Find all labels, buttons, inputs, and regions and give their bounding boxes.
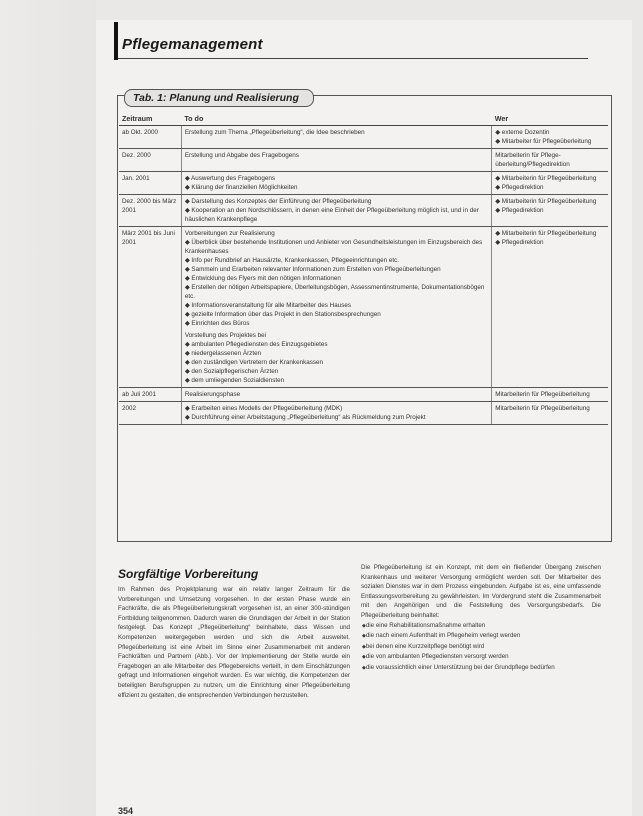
article-right-column xyxy=(361,563,601,674)
todo-line: ◆ Darstellung des Konzeptes der Einführung der Pflegeüberleitung xyxy=(184,198,372,205)
wer-line: ◆ Pflegedirektion xyxy=(495,207,544,214)
cell-wer xyxy=(492,126,608,149)
cell-todo xyxy=(181,172,491,195)
cell-todo xyxy=(181,126,491,149)
header-zeitraum: Zeitraum xyxy=(119,113,181,126)
cell-wer xyxy=(492,172,608,195)
cell-wer xyxy=(492,195,608,227)
todo-line: ◆ ambulanten Pflegediensten des Einzugsgebietes xyxy=(184,341,328,348)
right-column-intro: Die Pflegeüberleitung ist ein Konzept, mit dem ein fließender Übergang zwischen Krankenhaus und weiterer Versorgung ermöglicht werden soll. Der Mitarbeiter des sozialen Dienstes war in dem Prozess eingebunden. Aufgabe ist es, eine umfassende Entlassungsvorbereitung zu gewährleisten. Im Vordergrund steht die Zusammenarbeit mit den Angehörigen und die Feststellung des Versorgungsbedarfs. Die Pflegeüberleitung beinhaltet: xyxy=(361,564,601,619)
table-row xyxy=(119,149,608,172)
todo-line: ◆ gezielte Information über das Projekt in den Stationsbesprechungen xyxy=(184,311,381,318)
table-header-row xyxy=(119,113,608,126)
header-todo: To do xyxy=(181,113,491,126)
bullet-item: ◆ die voraussichtlich einer Unterstützung bei der Grundpflege bedürfen xyxy=(361,663,601,674)
bullet-item: ◆ bei denen eine Kurzzeitpflege benötigt wird xyxy=(361,642,601,653)
bullet-item: ◆ die eine Rehabilitationsmaßnahme erhalten xyxy=(361,621,601,632)
todo-line: ◆ Klärung der finanziellen Möglichkeiten xyxy=(184,184,298,191)
cell-todo xyxy=(181,402,491,425)
todo-line: ◆ Kooperation an den Nordschlössern, in denen eine Einheit der Pflegeüberleitung möglich ist, und in der häuslichen Krankenpflege xyxy=(184,207,479,223)
section-marker xyxy=(114,22,118,60)
wer-line: ◆ Pflegedirektion xyxy=(495,184,544,191)
wer-line: Mitarbeiterin für Pflegeüberleitung/Pflegedirektion xyxy=(495,152,570,168)
cell-zeitraum: Dez. 2000 bis März 2001 xyxy=(119,195,181,227)
todo-line: ◆ den Sozialpflegerischen Ärzten xyxy=(184,368,279,375)
todo-intro: Vorbereitungen zur Realisierung xyxy=(184,230,275,237)
todo-line: ◆ Durchführung einer Arbeitstagung „Pflegeüberleitung“ als Rückmeldung zum Projekt xyxy=(184,414,426,421)
cell-todo xyxy=(181,388,491,402)
todo-line: Erstellung und Abgabe des Fragebogens xyxy=(184,152,299,159)
wer-line: ◆ externe Dozentin xyxy=(495,129,550,136)
todo-line: ◆ Erstellen der nötigen Arbeitspapiere, Überleitungsbögen, Assessmentinstrumente, Dokumentationsbögen etc. xyxy=(184,284,485,300)
cell-wer xyxy=(492,227,608,388)
todo-line: ◆ niedergelassenen Ärzten xyxy=(184,350,262,357)
table-body xyxy=(119,126,608,425)
cell-todo xyxy=(181,149,491,172)
table-row xyxy=(119,126,608,149)
cell-todo xyxy=(181,227,491,388)
todo-line: Realisierungsphase xyxy=(184,391,241,398)
article-heading: Sorgfältige Vorbereitung xyxy=(118,567,259,581)
cell-zeitraum: Dez. 2000 xyxy=(119,149,181,172)
todo-line: Erstellung zum Thema „Pflegeüberleitung“, die Idee beschrieben xyxy=(184,129,365,136)
table-row xyxy=(119,172,608,195)
wer-line: ◆ Mitarbeiterin für Pflegeüberleitung xyxy=(495,198,597,205)
section-title: Pflegemanagement xyxy=(122,36,263,53)
todo-line: ◆ Sammeln und Erarbeiten relevanter Informationen zum Erstellen von Pflegeüberleitungen xyxy=(184,266,441,273)
table-row xyxy=(119,402,608,425)
todo-line: ◆ Info per Rundbrief an Hausärzte, Krankenkassen, Pflegeeinrichtungen etc. xyxy=(184,257,399,264)
page-number: 354 xyxy=(118,806,134,816)
todo-line: ◆ Auswertung des Fragebogens xyxy=(184,175,276,182)
table-row xyxy=(119,195,608,227)
wer-line: ◆ Mitarbeiter für Pflegeüberleitung xyxy=(495,138,592,145)
todo-line: ◆ Erarbeiten eines Modells der Pflegeüberleitung (MDK) xyxy=(184,405,343,412)
todo-line: ◆ den zuständigen Vertretern der Krankenkassen xyxy=(184,359,324,366)
cell-wer xyxy=(492,149,608,172)
bullet-item: ◆ die von ambulanten Pflegediensten versorgt werden xyxy=(361,652,601,663)
header-divider xyxy=(118,58,588,59)
wer-line: ◆ Pflegedirektion xyxy=(495,239,544,246)
cell-zeitraum: Jan. 2001 xyxy=(119,172,181,195)
wer-line: ◆ Mitarbeiterin für Pflegeüberleitung xyxy=(495,175,597,182)
cell-todo xyxy=(181,195,491,227)
table-row xyxy=(119,227,608,388)
article-left-column: Im Rahmen des Projektplanung war ein relativ langer Zeitraum für die Vorbereitungen und Umsetzung vorgesehen. In der ersten Phase wurde ein Fachkräfte, die als Pflegeüberleitungskraft vorgesehen ist, an einer 300-stündigen Fortbildung teilgenommen. Dadurch waren die Grundlagen der Arbeit in der Station festgelegt. Das Konzept „Pflegeüberleitung“ beinhaltete, dass Wissen und Kompetenzen weitergegeben werden und sich die Arbeit ausweitet. Pflegeüberleitung ist eine Arbeit im Sinne einer Zusammenarbeit mit anderen Fachkräften und Partnern (Abb.). Vor der Implementierung der Stelle wurde ein Fragebogen an alle Mitarbeiter des Pflegebereichs verteilt, in dem Einschätzungen gefragt und Informationen eingeholt wurden. Es war wichtig, die Kompetenzen der beteiligten Berufsgruppen zu nutzen, um die Einrichtung einer Pflegeüberleitung effizient zu gestalten, die entsprechenden Verbindungen herzustellen. xyxy=(118,586,350,699)
todo-line: ◆ dem umliegenden Sozialdiensten xyxy=(184,377,285,384)
cell-zeitraum: März 2001 bis Juni 2001 xyxy=(119,227,181,388)
cell-zeitraum: ab Juli 2001 xyxy=(119,388,181,402)
right-column-list xyxy=(361,621,601,674)
wer-line: ◆ Mitarbeiterin für Pflegeüberleitung xyxy=(495,230,597,237)
cell-zeitraum: ab Okt. 2000 xyxy=(119,126,181,149)
table-title: Tab. 1: Planung und Realisierung xyxy=(124,89,314,107)
todo-line: ◆ Einrichten des Büros xyxy=(184,320,250,327)
header-wer: Wer xyxy=(492,113,608,126)
cell-zeitraum: 2002 xyxy=(119,402,181,425)
cell-wer xyxy=(492,402,608,425)
cell-wer xyxy=(492,388,608,402)
todo-intro: Vorstellung des Projektes bei xyxy=(184,332,267,339)
wer-line: Mitarbeiterin für Pflegeüberleitung xyxy=(495,405,590,412)
planning-table xyxy=(119,113,608,425)
wer-line: Mitarbeiterin für Pflegeüberleitung xyxy=(495,391,590,398)
bullet-item: ◆ die nach einem Aufenthalt im Pflegeheim verlegt werden xyxy=(361,631,601,642)
todo-line: ◆ Informationsveranstaltung für alle Mitarbeiter des Hauses xyxy=(184,302,352,309)
todo-line: ◆ Überblick über bestehende Institutionen und Anbieter von Gesundheitsleistungen im Einzugsbereich des Krankenhauses xyxy=(184,239,483,255)
todo-line: ◆ Entwicklung des Flyers mit den nötigen Informationen xyxy=(184,275,341,282)
scan-margin xyxy=(0,0,96,816)
table-row xyxy=(119,388,608,402)
